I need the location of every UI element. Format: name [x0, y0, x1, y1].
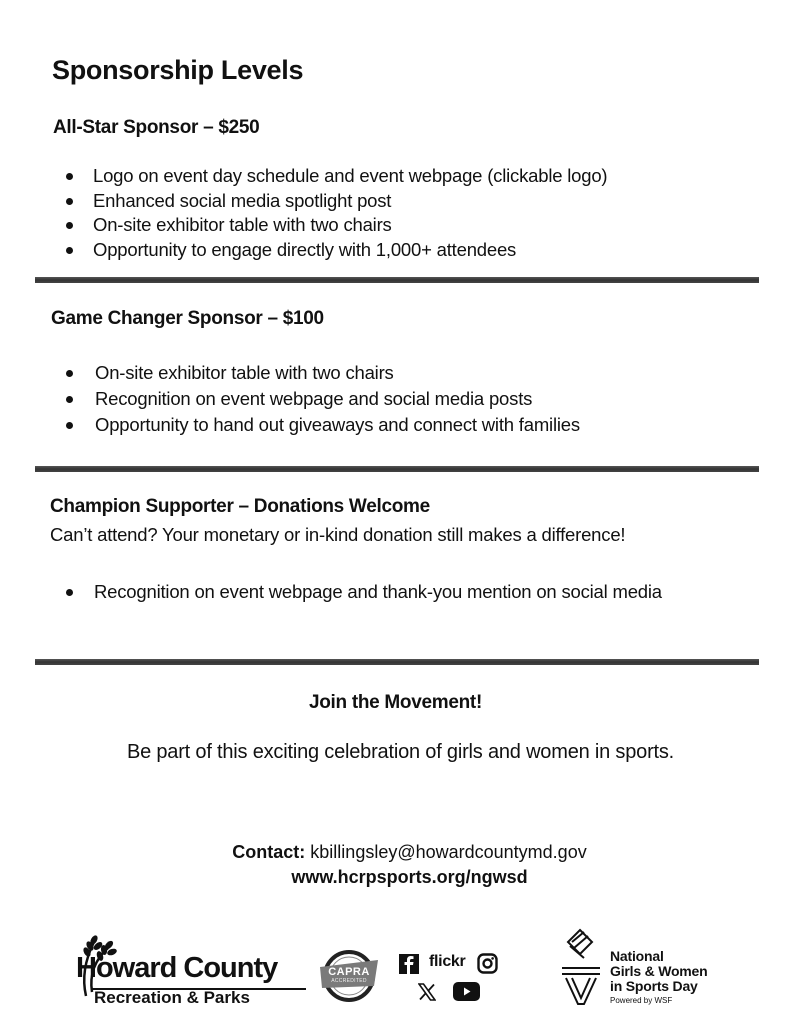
youtube-icon[interactable]	[453, 982, 480, 1001]
divider	[35, 659, 759, 665]
ngwsd-name: National Girls & Women in Sports Day	[610, 948, 708, 994]
bullet-icon	[66, 198, 73, 205]
capra-subtext: ACCREDITED	[331, 978, 367, 984]
bullet-icon	[66, 222, 73, 229]
logo-text-line2: Recreation & Parks	[94, 988, 250, 1007]
contact-email-link[interactable]: kbillingsley@howardcountymd.gov	[310, 842, 587, 862]
website-link[interactable]: www.hcrpsports.org/ngwsd	[291, 867, 528, 887]
instagram-icon[interactable]	[477, 953, 498, 974]
torch-icon	[560, 928, 604, 1008]
tier-game-changer-title: Game Changer Sponsor – $100	[51, 308, 324, 329]
contact-line	[0, 842, 791, 863]
divider	[35, 277, 759, 283]
list-item: Recognition on event webpage and social media posts	[95, 387, 580, 412]
ngwsd-powered-by: Powered by WSF	[610, 996, 673, 1005]
list-item: Opportunity to engage directly with 1,000+ attendees	[93, 238, 607, 263]
capra-badge	[318, 950, 380, 1002]
ngwsd-logo	[560, 928, 730, 1012]
list-item: On-site exhibitor table with two chairs	[95, 361, 580, 386]
bullet-icon	[66, 247, 73, 254]
tier-champion-title: Champion Supporter – Donations Welcome	[50, 496, 430, 517]
bullet-icon	[66, 370, 73, 377]
capra-text: CAPRA	[328, 966, 370, 978]
tier-all-star-benefits	[93, 164, 607, 262]
bullet-icon	[66, 173, 73, 180]
list-item: Logo on event day schedule and event webpage (clickable logo)	[93, 164, 607, 189]
x-icon[interactable]	[418, 983, 436, 1001]
howard-county-logo	[70, 928, 315, 1010]
bullet-icon	[66, 396, 73, 403]
divider	[35, 466, 759, 472]
list-item: Recognition on event webpage and thank-you mention on social media	[94, 580, 662, 605]
facebook-icon[interactable]	[399, 954, 419, 974]
cta-text: Be part of this exciting celebration of girls and women in sports.	[126, 741, 675, 763]
bullet-icon	[66, 589, 73, 596]
list-item: On-site exhibitor table with two chairs	[93, 213, 607, 238]
flickr-icon[interactable]: flickr	[429, 953, 466, 970]
list-item: Opportunity to hand out giveaways and connect with families	[95, 413, 580, 438]
tier-champion-subtitle: Can’t attend? Your monetary or in-kind donation still makes a difference!	[50, 524, 626, 545]
contact-label: Contact:	[232, 842, 306, 862]
tier-all-star-title: All-Star Sponsor – $250	[53, 117, 260, 138]
list-item: Enhanced social media spotlight post	[93, 189, 607, 214]
tier-champion-benefits	[94, 580, 662, 605]
cta-heading: Join the Movement!	[308, 692, 482, 713]
bullet-icon	[66, 422, 73, 429]
logo-text-line1: Howard County	[76, 952, 278, 984]
tier-game-changer-benefits	[95, 361, 580, 438]
page-title: Sponsorship Levels	[52, 55, 304, 85]
